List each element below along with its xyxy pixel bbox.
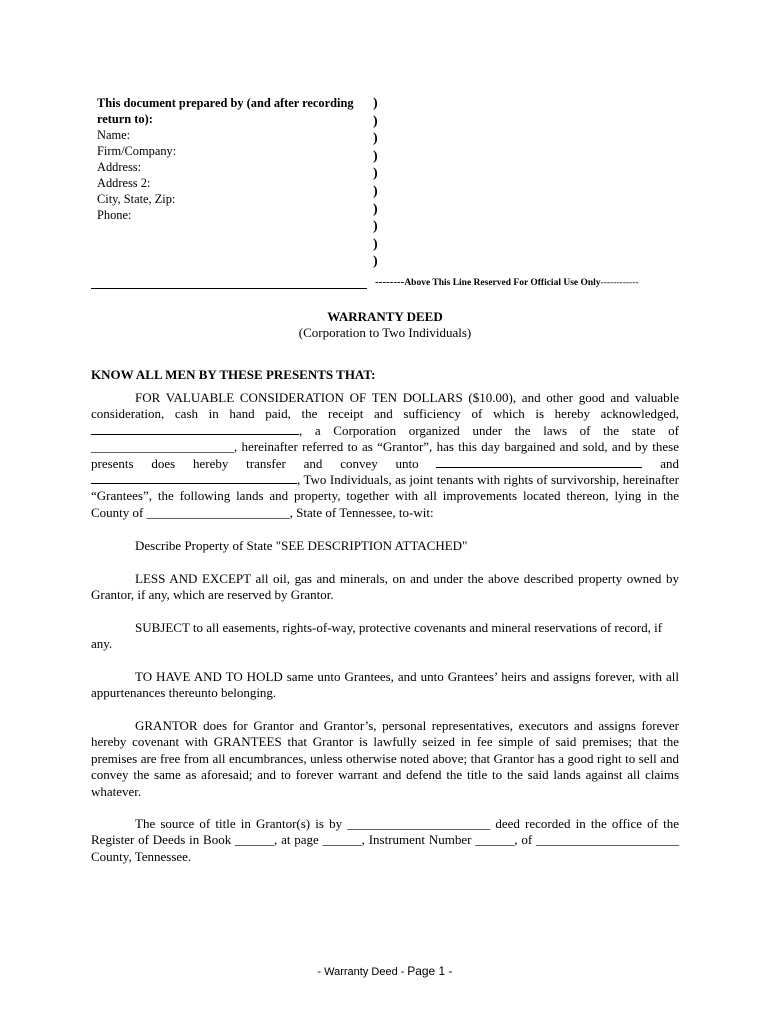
- grantee2-name-blank: [91, 472, 297, 484]
- prepared-by-heading-1: This document prepared by (and after recording: [97, 96, 354, 110]
- document-title: WARRANTY DEED: [327, 309, 443, 324]
- grantor-covenant-paragraph: GRANTOR does for Grantor and Grantor’s, personal representatives, executors and assigns forever hereby covenant with GRANTEES that Grantor is lawfully seized in fee simple of said premises; that the premises are free from all encumbrances, unless otherwise noted above; that Grantor has a good right to sell and convey the same as aforesaid; and to forever warrant and defend the title to the said lands against all claims whatever.: [91, 718, 679, 799]
- to-have-and-hold-paragraph: TO HAVE AND TO HOLD same unto Grantees, and unto Grantees’ heirs and assigns forever, with all appurtenances thereunto belonging.: [91, 669, 679, 701]
- grantee1-name-blank: [436, 456, 642, 468]
- intro-heading: KNOW ALL MEN BY THESE PRESENTS THAT:: [91, 367, 376, 382]
- page-footer: [0, 964, 770, 978]
- address-label: Address:: [97, 160, 142, 174]
- subject-to-paragraph: SUBJECT to all easements, rights-of-way, protective covenants and mineral reservations of record, if any.: [91, 620, 663, 652]
- name-label: Name:: [97, 128, 131, 142]
- footer-label: - Warranty Deed -: [317, 966, 405, 978]
- phone-label: Phone:: [97, 208, 132, 222]
- official-use-text: Above This Line Reserved For Official Use Only: [404, 278, 601, 288]
- prepared-by-block: [97, 95, 367, 223]
- less-and-except-paragraph: LESS AND EXCEPT all oil, gas and minerals, on and under the above described property owned by Grantor, if any, which are reserved by Grantor.: [91, 571, 679, 603]
- document-subtitle: (Corporation to Two Individuals): [298, 325, 472, 340]
- divider-line: [91, 288, 367, 289]
- prepared-by-heading-2: return to):: [97, 112, 153, 126]
- grantor-name-blank: [91, 423, 299, 435]
- address2-label: Address 2:: [97, 176, 151, 190]
- official-use-line: --------Above This Line Reserved For Official Use Only------------: [375, 276, 639, 288]
- firm-label: Firm/Company:: [97, 144, 177, 158]
- city-state-zip-label: City, State, Zip:: [97, 192, 176, 206]
- source-of-title-paragraph: The source of title in Grantor(s) is by ______________________ deed recorded in the office of the Register of Deeds in Book ______, at page ______, Instrument Number ______, of ______________________ County, Tennessee.: [91, 816, 679, 864]
- bracket-column: ) ) ) ) ) ) ) ) ) ): [373, 96, 378, 270]
- consideration-paragraph: FOR VALUABLE CONSIDERATION OF TEN DOLLARS ($10.00), and other good and valuable consideration, cash in hand paid, the receipt and sufficiency of which is hereby acknowledged, , a Corporation organized under the laws of the state of ______________________, hereinafter referred to as “Grantor”, has this day bargained and sold, and by these presents does hereby transfer and convey unto and , Two Individuals, as joint tenants with rights of survivorship, hereinafter “Grantees”, the following lands and property, together with all improvements located thereon, lying in the County of ______________________, State of Tennessee, to-wit:: [91, 390, 680, 520]
- page-number: Page 1 -: [407, 964, 453, 978]
- property-description: Describe Property of State "SEE DESCRIPTION ATTACHED": [135, 538, 468, 553]
